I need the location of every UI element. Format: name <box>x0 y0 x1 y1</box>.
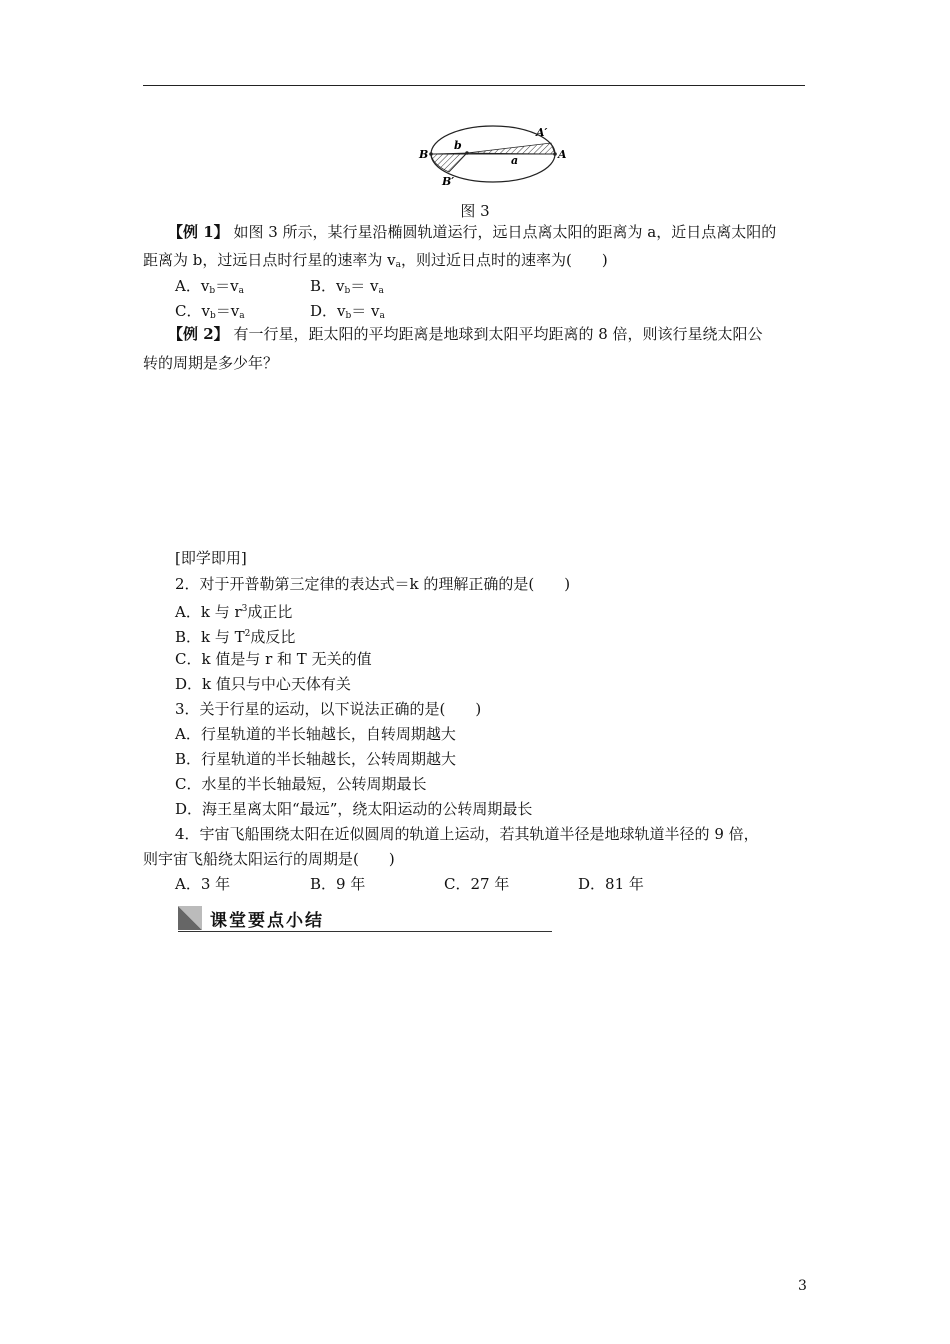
ellipse-orbit-figure <box>418 122 568 198</box>
question-2-option-d: D．k 值只与中心天体有关 <box>175 675 351 693</box>
question-4-option-a: A．3 年 <box>175 875 231 893</box>
label-b-prime: B′ <box>442 175 455 188</box>
section-title: 课堂要点小结 <box>210 911 324 931</box>
section-rule <box>178 931 552 932</box>
question-4-option-c: C．27 年 <box>444 875 510 893</box>
question-3-option-c: C．水星的半长轴最短，公转周期最长 <box>175 775 427 793</box>
question-4-line-2: 则宇宙飞船绕太阳运行的周期是( ) <box>143 850 395 868</box>
example-1-option-d: D．$v_b= v_a$ <box>310 302 385 321</box>
section-heading <box>178 904 552 932</box>
label-b-upper: B <box>419 148 429 161</box>
question-4-option-d: D．81 年 <box>578 875 644 893</box>
question-3-option-d: D．海王星离太阳“最远”，绕太阳运动的公转周期最长 <box>175 800 533 818</box>
label-a-prime: A′ <box>536 126 548 139</box>
label-b-lower: b <box>454 139 462 152</box>
question-2-option-a: A．k 与 $r^3$成正比 <box>175 603 293 621</box>
section-triangle-icon <box>178 906 202 930</box>
example-1-option-b: B．$v_b= v_a$ <box>310 277 384 296</box>
question-2-option-c: C．k 值是与 r 和 T 无关的值 <box>175 650 372 668</box>
question-2-option-b: B．k 与 $T^2$成反比 <box>175 628 296 646</box>
question-3-option-a: A．行星轨道的半长轴越长，自转周期越大 <box>175 725 456 743</box>
question-4-option-b: B．9 年 <box>310 875 366 893</box>
figure-caption: 图 3 <box>460 202 490 220</box>
sun-point <box>465 151 469 155</box>
question-3-option-b: B．行星轨道的半长轴越长，公转周期越大 <box>175 750 457 768</box>
header-rule <box>143 85 805 86</box>
question-4-line-1: 4．宇宙飞船围绕太阳在近似圆周的轨道上运动，若其轨道半径是地球轨道半径的 9 倍， <box>175 825 759 843</box>
practice-heading: [即学即用] <box>175 549 247 567</box>
example-1-tag: 【例 1】 <box>168 223 229 241</box>
label-a-upper: A <box>558 148 567 161</box>
example-2-line-1: 【例 2】 有一行星，距太阳的平均距离是地球到太阳平均距离的 8 倍，则该行星绕太阳公 <box>168 325 763 343</box>
page-number: 3 <box>798 1278 807 1294</box>
question-3: 3．关于行星的运动，以下说法正确的是( ) <box>175 700 482 718</box>
example-1-line-1: 【例 1】 如图 3 所示，某行星沿椭圆轨道运行，远日点离太阳的距离为 a，近日点离太阳的 <box>168 223 777 241</box>
example-1-line-2: 距离为 b，过远日点时行星的速率为 $v_a$，则过近日点时的速率为( ) <box>143 251 608 270</box>
point-b <box>429 152 433 156</box>
hatched-sector-a <box>467 143 555 154</box>
label-a-lower: a <box>511 154 519 167</box>
example-2-line-2: 转的周期是多少年？ <box>143 354 279 372</box>
example-1-option-c: C．$v_b=v_a$ <box>175 302 245 321</box>
hatched-sector-b <box>431 153 467 172</box>
example-2-tag: 【例 2】 <box>168 325 229 343</box>
question-2: 2．对于开普勒第三定律的表达式＝k 的理解正确的是( ) <box>175 575 571 593</box>
example-1-option-a: A．$v_b=v_a$ <box>175 277 244 296</box>
point-a <box>553 152 557 156</box>
